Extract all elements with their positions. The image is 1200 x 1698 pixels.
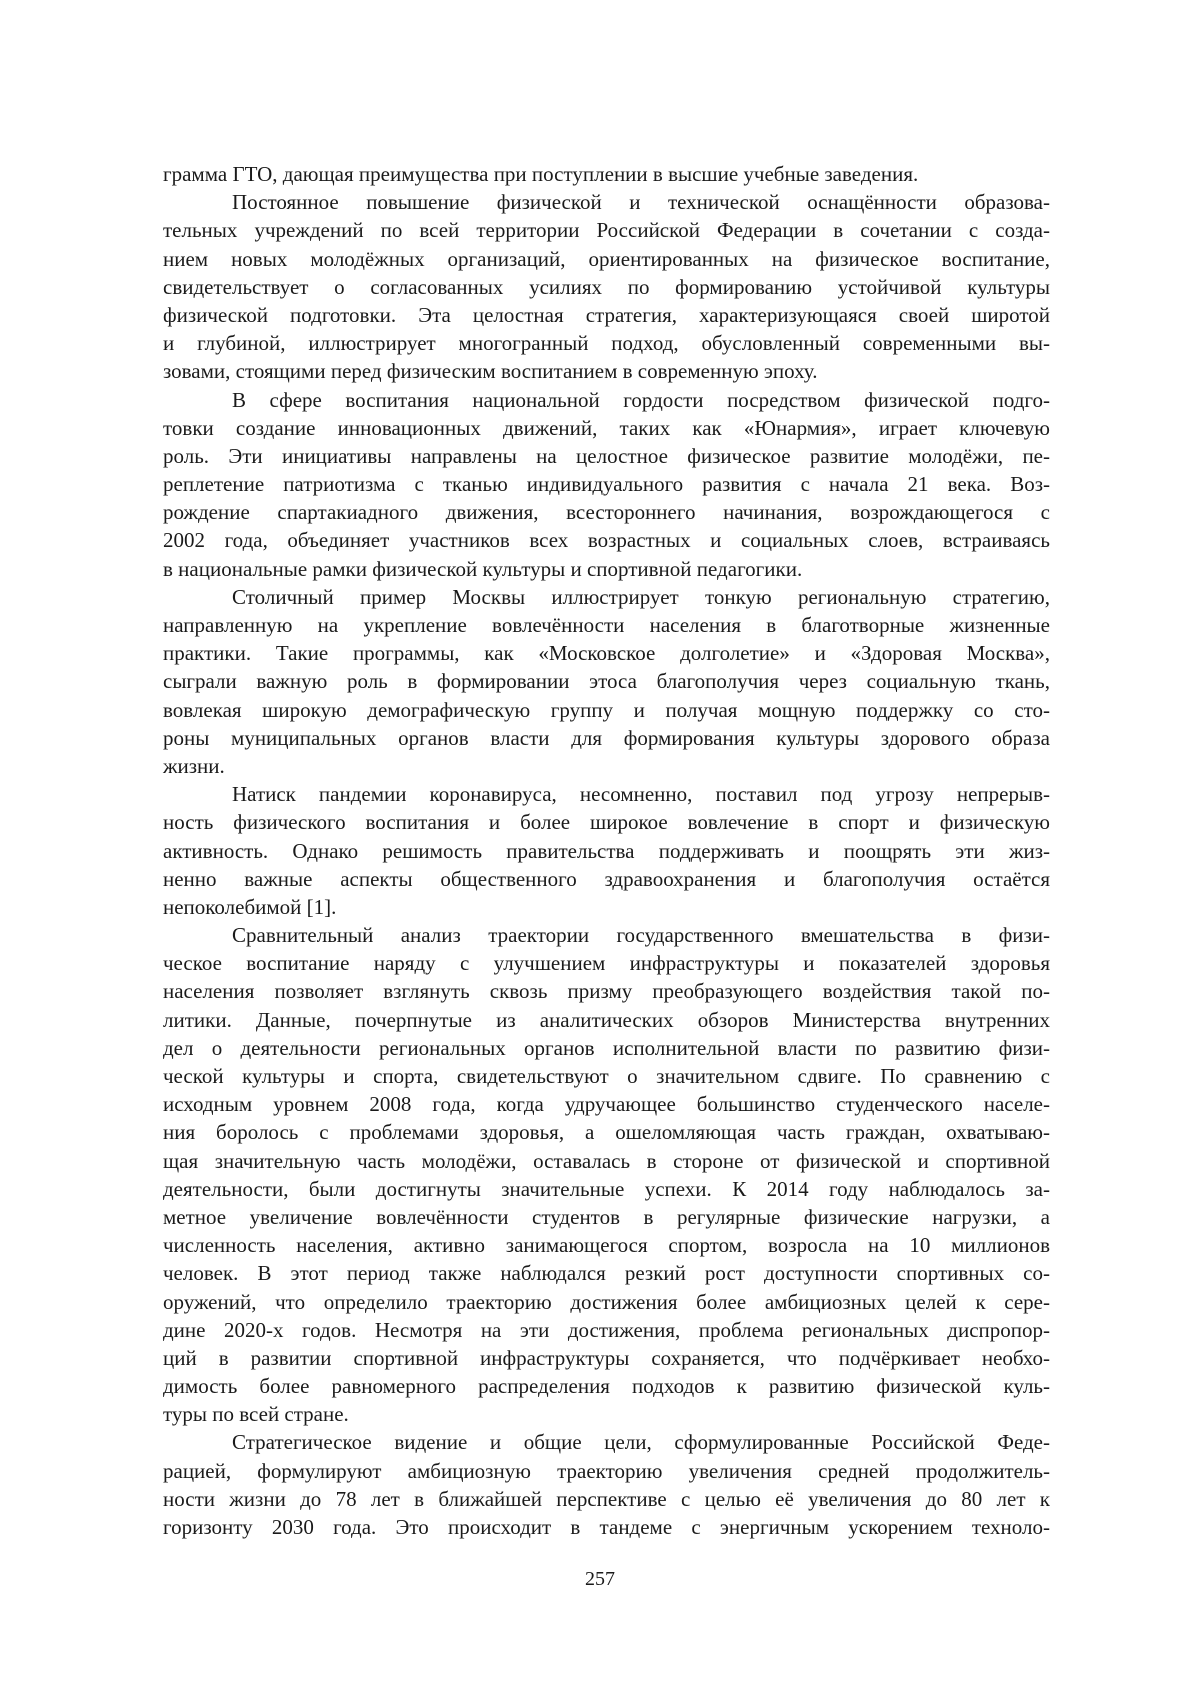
text-line: метное увеличение вовлечённости студентов в регулярные физические нагрузки, а: [163, 1203, 1050, 1231]
text-line: дине 2020-х годов. Несмотря на эти достижения, проблема региональных диспропор-: [163, 1316, 1050, 1344]
paragraph: [163, 1428, 1050, 1541]
text-line: роны муниципальных органов власти для формирования культуры здорового образа: [163, 724, 1050, 752]
text-line: непоколебимой [1].: [163, 893, 1050, 921]
text-line: Натиск пандемии коронавируса, несомненно, поставил под угрозу непрерыв-: [163, 780, 1050, 808]
paragraph: [163, 921, 1050, 1428]
text-line: ческое воспитание наряду с улучшением инфраструктуры и показателей здоровья: [163, 949, 1050, 977]
text-line: туры по всей стране.: [163, 1400, 1050, 1428]
text-line: ческой культуры и спорта, свидетельствуют о значительном сдвиге. По сравнению с: [163, 1062, 1050, 1090]
text-line: ненно важные аспекты общественного здравоохранения и благополучия остаётся: [163, 865, 1050, 893]
text-line: тельных учреждений по всей территории Российской Федерации в сочетании с созда-: [163, 216, 1050, 244]
text-line: рацией, формулируют амбициозную траекторию увеличения средней продолжитель-: [163, 1457, 1050, 1485]
text-line: практики. Такие программы, как «Московское долголетие» и «Здоровая Москва»,: [163, 639, 1050, 667]
text-line: физической подготовки. Эта целостная стратегия, характеризующаяся своей широтой: [163, 301, 1050, 329]
text-line: литики. Данные, почерпнутые из аналитических обзоров Министерства внутренних: [163, 1006, 1050, 1034]
page-number: 257: [0, 1568, 1200, 1591]
text-line: Столичный пример Москвы иллюстрирует тонкую региональную стратегию,: [163, 583, 1050, 611]
text-line: численность населения, активно занимающегося спортом, возросла на 10 миллионов: [163, 1231, 1050, 1259]
text-line: ность физического воспитания и более широкое вовлечение в спорт и физическую: [163, 808, 1050, 836]
text-line: нием новых молодёжных организаций, ориентированных на физическое воспитание,: [163, 245, 1050, 273]
text-line: дел о деятельности региональных органов исполнительной власти по развитию физи-: [163, 1034, 1050, 1062]
text-line: товки создание инновационных движений, таких как «Юнармия», играет ключевую: [163, 414, 1050, 442]
body-text: [163, 160, 1050, 1541]
text-line: В сфере воспитания национальной гордости посредством физической подго-: [163, 386, 1050, 414]
text-line: и глубиной, иллюстрирует многогранный подход, обусловленный современными вы-: [163, 329, 1050, 357]
text-line: ности жизни до 78 лет в ближайшей перспективе с целью её увеличения до 80 лет к: [163, 1485, 1050, 1513]
text-line: горизонту 2030 года. Это происходит в тандеме с энергичным ускорением техноло-: [163, 1513, 1050, 1541]
text-line: жизни.: [163, 752, 1050, 780]
text-line: вовлекая широкую демографическую группу и получая мощную поддержку со сто-: [163, 696, 1050, 724]
text-line: грамма ГТО, дающая преимущества при поступлении в высшие учебные заведения.: [163, 160, 1050, 188]
text-line: населения позволяет взглянуть сквозь призму преобразующего воздействия такой по-: [163, 977, 1050, 1005]
text-line: в национальные рамки физической культуры и спортивной педагогики.: [163, 555, 1050, 583]
text-line: свидетельствует о согласованных усилиях по формированию устойчивой культуры: [163, 273, 1050, 301]
paragraph: [163, 160, 1050, 188]
text-line: димость более равномерного распределения подходов к развитию физической куль-: [163, 1372, 1050, 1400]
text-line: направленную на укрепление вовлечённости населения в благотворные жизненные: [163, 611, 1050, 639]
text-line: зовами, стоящими перед физическим воспитанием в современную эпоху.: [163, 357, 1050, 385]
document-page: [0, 0, 1200, 1698]
text-line: 2002 года, объединяет участников всех возрастных и социальных слоев, встраиваясь: [163, 526, 1050, 554]
paragraph: [163, 386, 1050, 583]
text-line: ния боролось с проблемами здоровья, а ошеломляющая часть граждан, охватываю-: [163, 1118, 1050, 1146]
text-line: деятельности, были достигнуты значительные успехи. К 2014 году наблюдалось за-: [163, 1175, 1050, 1203]
paragraph: [163, 780, 1050, 921]
text-line: рождение спартакиадного движения, всестороннего начинания, возрождающегося с: [163, 498, 1050, 526]
text-line: оружений, что определило траекторию достижения более амбициозных целей к сере-: [163, 1288, 1050, 1316]
text-line: исходным уровнем 2008 года, когда удручающее большинство студенческого населе-: [163, 1090, 1050, 1118]
paragraph: [163, 583, 1050, 780]
text-line: активность. Однако решимость правительства поддерживать и поощрять эти жиз-: [163, 837, 1050, 865]
paragraph: [163, 188, 1050, 385]
text-line: роль. Эти инициативы направлены на целостное физическое развитие молодёжи, пе-: [163, 442, 1050, 470]
text-line: Сравнительный анализ траектории государственного вмешательства в физи-: [163, 921, 1050, 949]
text-line: ций в развитии спортивной инфраструктуры сохраняется, что подчёркивает необхо-: [163, 1344, 1050, 1372]
text-line: человек. В этот период также наблюдался резкий рост доступности спортивных со-: [163, 1259, 1050, 1287]
text-line: реплетение патриотизма с тканью индивидуального развития с начала 21 века. Воз-: [163, 470, 1050, 498]
text-line: сыграли важную роль в формировании этоса благополучия через социальную ткань,: [163, 667, 1050, 695]
text-line: Стратегическое видение и общие цели, сформулированные Российской Феде-: [163, 1428, 1050, 1456]
text-line: Постоянное повышение физической и технической оснащённости образова-: [163, 188, 1050, 216]
text-line: щая значительную часть молодёжи, оставалась в стороне от физической и спортивной: [163, 1147, 1050, 1175]
